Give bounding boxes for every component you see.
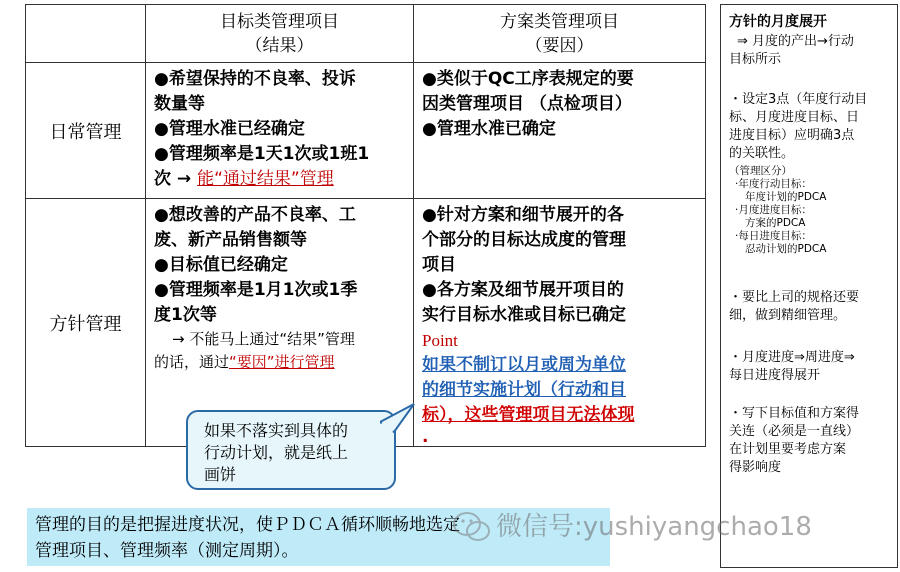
side-text: 在计划里要考虑方案 xyxy=(729,442,847,457)
header-col1-title: 目标类管理项目 xyxy=(220,11,339,32)
row-label-daily: 日常管理 xyxy=(26,63,146,199)
row-label-policy: 方针管理 xyxy=(26,199,146,447)
side-bullet-4 xyxy=(729,405,893,477)
bubble-pointer-icon xyxy=(380,402,420,442)
banner-line1: 管理的目的是把握进度状况，使ＰＤＣＡ循环顺畅地选定 xyxy=(35,515,460,535)
side-panel xyxy=(720,4,898,568)
policy-note-line2 xyxy=(154,351,407,374)
cell-daily-result xyxy=(146,63,414,199)
bubble-line1: 如果不落实到具体的 xyxy=(204,421,349,440)
list-item: ●针对方案和细节展开的各 xyxy=(422,205,624,225)
side-small-text: 方案的PDCA xyxy=(745,217,806,229)
list-item: 实行目标水准或目标已确定 xyxy=(422,305,626,325)
side-small-text: （管理区分） xyxy=(729,165,792,177)
policy-note-prefix: 的话，通过 xyxy=(154,353,230,371)
list-item: ●各方案及细节展开项目的 xyxy=(422,280,624,300)
side-sub1: ⇒ 月度的产出→行动 xyxy=(737,34,854,49)
side-small-text: ·每日进度目标： xyxy=(735,230,812,242)
side-bullet-1 xyxy=(729,91,893,163)
bubble-line3: 画饼 xyxy=(204,465,237,484)
side-title: 方针的月度展开 xyxy=(729,14,827,30)
callout-bubble xyxy=(186,410,396,490)
side-text: ・月度进度⇒周进度⇒ xyxy=(729,350,855,365)
list-item: 因类管理项目 （点检项目） xyxy=(422,94,632,114)
point-dot: . xyxy=(422,427,429,447)
table-corner xyxy=(26,5,146,63)
watermark-text: 微信号:yushiyangchao18 xyxy=(496,512,812,542)
bubble-line2: 行动计划，就是纸上 xyxy=(204,443,349,462)
list-item: ●希望保持的不良率、投诉 xyxy=(154,69,356,89)
side-text: ・要比上司的规格还要 xyxy=(729,290,860,305)
side-text: 的关联性。 xyxy=(729,146,795,161)
point-text-line2: 的细节实施计划（行动和目 xyxy=(422,380,626,400)
side-bullet-2 xyxy=(729,289,893,325)
result-management-link: 能“通过结果”管理 xyxy=(197,169,334,189)
list-item: 度1次等 xyxy=(154,305,217,325)
list-item: ●想改善的产品不良率、工 xyxy=(154,205,356,225)
list-item: 废、新产品销售额等 xyxy=(154,230,307,250)
header-result-items xyxy=(146,5,414,63)
list-item: 数量等 xyxy=(154,94,205,114)
banner-line2: 管理项目、管理频率（测定周期）。 xyxy=(35,541,299,561)
side-bullet-3 xyxy=(729,349,893,385)
header-cause-items xyxy=(414,5,706,63)
list-item: ●管理频率是1月1次或1季 xyxy=(154,280,358,300)
side-small-text: 年度计划的PDCA xyxy=(745,191,827,203)
side-small-text: 忍动计划的PDCA xyxy=(745,243,827,255)
wechat-icon xyxy=(452,510,492,544)
list-item: ●目标值已经确定 xyxy=(154,255,288,275)
header-col2-subtitle: （要因） xyxy=(525,35,594,56)
side-text: 每日进度得展开 xyxy=(729,368,821,383)
header-col2-title: 方案类管理项目 xyxy=(500,11,619,32)
side-bullet-1-details xyxy=(729,165,893,256)
cause-management-link: “要因”进行管理 xyxy=(229,353,335,371)
side-small-text: ·年度行动目标： xyxy=(735,178,812,190)
point-text-line3: 标），这些管理项目无法体现 xyxy=(422,405,635,425)
side-text: 关连（必须是一直线） xyxy=(729,424,860,439)
cell-policy-cause xyxy=(414,199,706,447)
side-text: ・设定3点（年度行动目 xyxy=(729,92,868,107)
list-item: 项目 xyxy=(422,255,456,275)
point-label: Point xyxy=(422,331,458,350)
side-text: 细，做到精细管理。 xyxy=(729,308,847,323)
list-item: ●类似于QC工序表规定的要 xyxy=(422,69,634,89)
policy-note-line1: → 不能马上通过“结果”管理 xyxy=(172,330,355,348)
arrow-prefix: 次 → xyxy=(154,169,192,189)
list-item: ●管理水准已经确定 xyxy=(154,119,305,139)
side-text: ・写下目标值和方案得 xyxy=(729,406,860,421)
cell-daily-cause xyxy=(414,63,706,199)
side-text: 得影响度 xyxy=(729,460,782,475)
side-small-text: ·月度进度目标： xyxy=(735,204,812,216)
header-col1-subtitle: （结果） xyxy=(245,35,314,56)
list-item: 个部分的目标达成度的管理 xyxy=(422,230,626,250)
list-item: ●管理频率是1天1次或1班1 xyxy=(154,144,370,164)
list-item xyxy=(154,167,407,192)
management-table xyxy=(25,4,706,447)
side-text: 标、月度进度目标、日 xyxy=(729,110,860,125)
point-text-line1: 如果不制订以月或周为单位 xyxy=(422,355,626,375)
side-sub2: 目标所示 xyxy=(729,52,782,67)
list-item: ●管理水准已确定 xyxy=(422,119,556,139)
side-text: 进度目标）应明确3点 xyxy=(729,128,855,143)
